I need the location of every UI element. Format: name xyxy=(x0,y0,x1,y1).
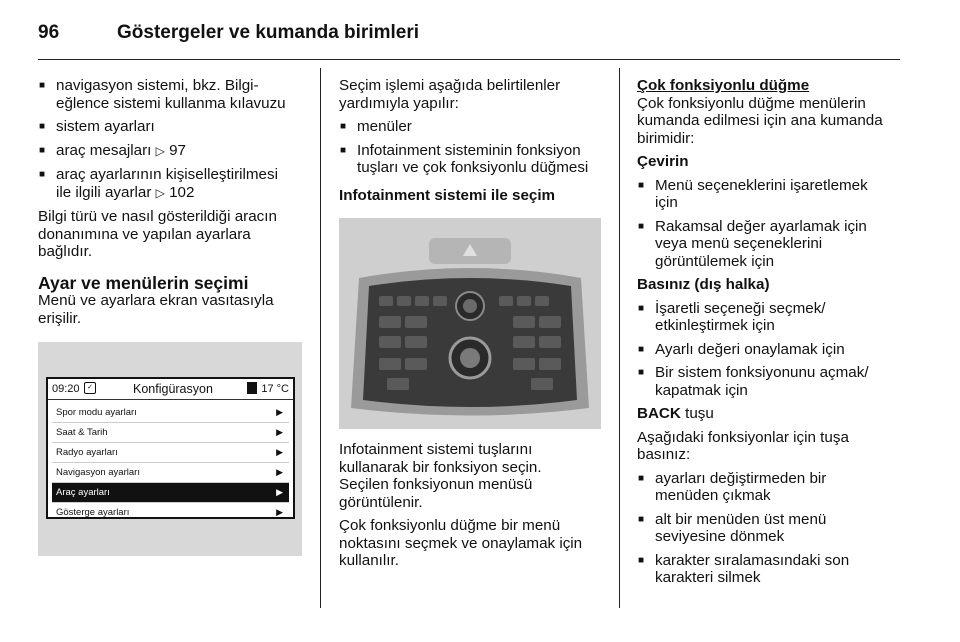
screen-title: Konfigürasyon xyxy=(133,382,213,396)
paragraph: Menü ve ayarlara ekran vasıtasıyla erişilir. xyxy=(38,292,274,327)
bullet-item: ■ ayarları değiştirmeden bir menüden çıkmak xyxy=(637,470,907,505)
menu-list xyxy=(48,403,293,522)
paragraph: Çok fonksiyonlu düğme menülerin kumanda edilmesi için ana kumanda birimidir: xyxy=(637,94,883,147)
bullet-item: ■ Bir sistem fonksiyonunu açmak/ kapatmak için xyxy=(637,364,907,399)
column-2-lower xyxy=(339,441,609,576)
menu-item[interactable]: Radyo ayarları ▶ xyxy=(52,443,289,463)
section-heading: Çok fonksiyonlu düğme xyxy=(637,77,810,94)
column-divider-2 xyxy=(619,68,620,608)
screen-header xyxy=(48,379,293,400)
thermometer-icon xyxy=(247,382,257,394)
chevron-right-icon: ▶ xyxy=(276,487,283,497)
bullet-item: ■ menüler xyxy=(339,118,609,136)
column-divider-1 xyxy=(320,68,321,608)
display-screen xyxy=(46,377,295,519)
chevron-right-icon: ▶ xyxy=(276,467,283,477)
menu-item[interactable]: Spor modu ayarları ▶ xyxy=(52,403,289,423)
bullet-item: ■ Ayarlı değeri onaylamak için xyxy=(637,341,907,359)
chevron-right-icon: ▶ xyxy=(276,427,283,437)
menu-item[interactable]: Saat & Tarih ▶ xyxy=(52,423,289,443)
page-number: 96 xyxy=(38,22,60,43)
back-key-line: BACK tuşu xyxy=(637,405,714,422)
bullet-item: ■ alt bir menüden üst menü seviyesine dönmek xyxy=(637,511,907,546)
clock-icon: ✓ xyxy=(84,382,96,394)
bullet-item: ■ Rakamsal değer ayarlamak için veya menü seçeneklerini görüntülemek için xyxy=(637,218,907,271)
screen-temperature: 17 °C xyxy=(261,383,289,395)
column-2 xyxy=(339,77,609,210)
bullet-item: ■ navigasyon sistemi, bkz. Bilgi- eğlence sistemi kullanma kılavuzu xyxy=(38,77,308,112)
subheading: Infotainment sistemi ile seçim xyxy=(339,186,556,204)
paragraph: Aşağıdaki fonksiyonlar için tuşa basınız: xyxy=(637,428,849,463)
page-ref-link[interactable]: 102 xyxy=(169,183,195,201)
header-rule xyxy=(38,59,900,60)
bullet-item: ■ Menü seçeneklerini işaretlemek için xyxy=(637,177,907,212)
subheading: Çevirin xyxy=(637,153,689,170)
column-3 xyxy=(637,77,907,593)
paragraph: Seçim işlemi aşağıda belirtilenler yardımıyla yapılır: xyxy=(339,77,561,112)
control-panel-image xyxy=(339,218,601,429)
menu-item-selected[interactable]: Araç ayarları ▶ xyxy=(52,483,289,503)
menu-item[interactable]: Gösterge ayarları ▶ xyxy=(52,503,289,522)
column-1 xyxy=(38,77,308,333)
page-ref-icon: ▷ xyxy=(155,185,165,200)
chevron-right-icon: ▶ xyxy=(276,447,283,457)
chevron-right-icon: ▶ xyxy=(276,507,283,517)
bullet-item: ■ karakter sıralamasındaki son karakteri silmek xyxy=(637,552,907,587)
bullet-item: ■ Infotainment sisteminin fonksiyon tuşları ve çok fonksiyonlu düğmesi xyxy=(339,142,609,177)
bullet-item: ■ araç ayarlarının kişiselleştirilmesi ile ilgili ayarlar ▷ 102 xyxy=(38,166,308,202)
subheading: Basınız (dış halka) xyxy=(637,276,770,293)
control-panel-drawing xyxy=(339,218,601,429)
chevron-right-icon: ▶ xyxy=(276,407,283,417)
page-title: Göstergeler ve kumanda birimleri xyxy=(117,22,420,43)
page-ref-icon: ▷ xyxy=(155,143,165,158)
paragraph: Çok fonksiyonlu düğme bir menü noktasını seçmek ve onaylamak için kullanılır. xyxy=(339,517,583,569)
display-screen-image xyxy=(38,342,302,556)
bullet-item: ■ sistem ayarları xyxy=(38,118,308,136)
menu-item[interactable]: Navigasyon ayarları ▶ xyxy=(52,463,289,483)
bullet-item: ■ araç mesajları ▷ 97 xyxy=(38,142,308,161)
bullet-item: ■ İşaretli seçeneği seçmek/ etkinleştirmek için xyxy=(637,300,907,335)
page-ref-link[interactable]: 97 xyxy=(169,141,186,159)
paragraph: Bilgi türü ve nasıl gösterildiği aracın donanımına ve yapılan ayarlara bağlıdır. xyxy=(38,208,277,260)
back-key-label: BACK xyxy=(637,405,681,422)
paragraph: Infotainment sistemi tuşlarını kullanarak bir fonksiyon seçin. Seçilen fonksiyonun menüsü görüntülenir. xyxy=(339,441,542,511)
screen-time: 09:20 xyxy=(52,383,80,395)
section-heading: Ayar ve menülerin seçimi xyxy=(38,272,249,293)
